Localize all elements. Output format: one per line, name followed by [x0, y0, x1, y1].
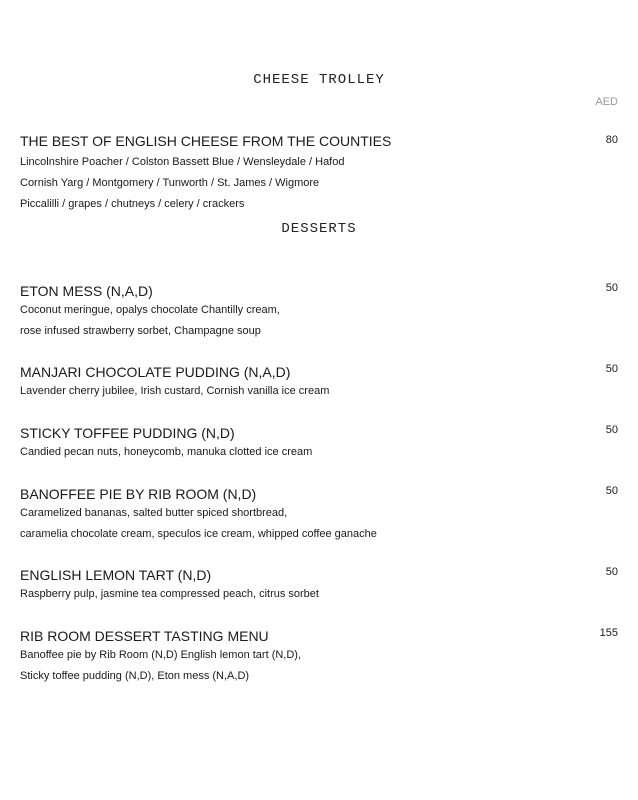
dessert-item [20, 485, 620, 545]
cheese-item [20, 132, 620, 215]
item-price: 50 [605, 282, 618, 294]
description-line: Sticky toffee pudding (N,D), Eton mess (N,A,D) [20, 670, 250, 682]
item-title: BANOFFEE PIE BY RIB ROOM (N,D) [20, 486, 257, 502]
item-description [20, 152, 620, 215]
item-description [20, 584, 620, 605]
item-title: STICKY TOFFEE PUDDING (N,D) [20, 425, 235, 441]
item-price: 155 [599, 627, 618, 639]
item-description [20, 381, 620, 402]
description-line: Candied pecan nuts, honeycomb, manuka clotted ice cream [20, 446, 313, 458]
description-line: Raspberry pulp, jasmine tea compressed peach, citrus sorbet [20, 588, 319, 600]
desserts-heading: DESSERTS [281, 221, 357, 237]
description-line: Lincolnshire Poacher / Colston Bassett Blue / Wensleydale / Hafod [20, 156, 345, 168]
dessert-item [20, 363, 620, 402]
description-line: rose infused strawberry sorbet, Champagne soup [20, 325, 261, 337]
item-price: 80 [605, 134, 618, 146]
item-price: 50 [605, 363, 618, 375]
description-line: Cornish Yarg / Montgomery / Tunworth / St. James / Wigmore [20, 177, 320, 189]
description-line: Banoffee pie by Rib Room (N,D) English lemon tart (N,D), [20, 649, 302, 661]
item-title: MANJARI CHOCOLATE PUDDING (N,A,D) [20, 364, 291, 380]
description-line: Piccalilli / grapes / chutneys / celery / crackers [20, 198, 245, 210]
item-price: 50 [605, 566, 618, 578]
description-line: caramelia chocolate cream, speculos ice cream, whipped coffee ganache [20, 528, 377, 540]
description-line: Caramelized bananas, salted butter spiced shortbread, [20, 507, 288, 519]
item-description [20, 503, 620, 545]
currency-label: AED [595, 96, 618, 108]
dessert-item [20, 424, 620, 463]
item-title: THE BEST OF ENGLISH CHEESE FROM THE COUNTIES [20, 133, 392, 149]
item-title: ENGLISH LEMON TART (N,D) [20, 567, 212, 583]
item-title: RIB ROOM DESSERT TASTING MENU [20, 628, 269, 644]
dessert-item [20, 566, 620, 605]
item-description [20, 442, 620, 463]
item-title: ETON MESS (N,A,D) [20, 283, 153, 299]
item-price: 50 [605, 485, 618, 497]
dessert-item [20, 627, 620, 687]
dessert-item [20, 282, 620, 342]
item-description [20, 300, 620, 342]
cheese-trolley-heading: CHEESE TROLLEY [253, 72, 385, 88]
item-price: 50 [605, 424, 618, 436]
item-description [20, 645, 620, 687]
description-line: Lavender cherry jubilee, Irish custard, Cornish vanilla ice cream [20, 385, 330, 397]
description-line: Coconut meringue, opalys chocolate Chantilly cream, [20, 304, 280, 316]
